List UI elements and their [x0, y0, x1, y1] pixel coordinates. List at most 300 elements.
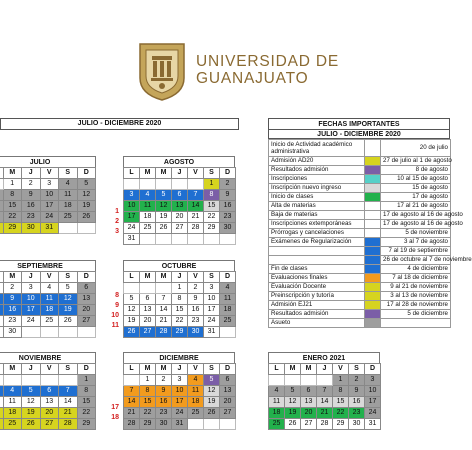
- event-label: Inscripciones extemporáneas: [269, 220, 365, 229]
- day-cell: 4: [40, 283, 59, 294]
- weekday-header: V: [40, 364, 59, 375]
- day-cell: 18: [59, 201, 78, 212]
- day-cell: 26: [22, 419, 41, 430]
- day-cell: [124, 375, 140, 386]
- day-cell: 11: [220, 294, 236, 305]
- event-label: Preinscripción y tutoría: [269, 292, 365, 301]
- important-date-row: [269, 229, 451, 238]
- week-number-label: 11: [111, 322, 119, 329]
- weekday-header: S: [204, 364, 220, 375]
- day-cell: 25: [220, 316, 236, 327]
- event-label: Inicio de Actividad académico administrativa: [269, 140, 365, 157]
- day-cell: 10: [204, 294, 220, 305]
- day-cell: 10: [365, 386, 381, 397]
- week-number-label: 2: [115, 218, 119, 225]
- week-row: [269, 419, 381, 430]
- event-label: Prórrogas y cancelaciones: [269, 229, 365, 238]
- day-cell: 21: [156, 316, 172, 327]
- week-row: [0, 327, 96, 338]
- day-cell: 22: [204, 212, 220, 223]
- weekday-header: D: [77, 168, 96, 179]
- day-cell: 8: [140, 386, 156, 397]
- color-swatch: [365, 157, 381, 166]
- day-cell: 20: [172, 212, 188, 223]
- important-date-row: [269, 301, 451, 310]
- day-cell: 26: [59, 316, 78, 327]
- week-row: [124, 179, 236, 190]
- day-cell: 20: [140, 316, 156, 327]
- week-number-label: 8: [115, 292, 119, 299]
- event-label: Exámenes de Regularización: [269, 238, 365, 247]
- event-date: 17 de agosto: [381, 193, 451, 202]
- week-row: [124, 201, 236, 212]
- day-cell: 30: [188, 327, 204, 338]
- day-cell: 4: [269, 386, 285, 397]
- event-date: 4 de diciembre: [381, 265, 451, 274]
- day-cell: [59, 375, 78, 386]
- month-title: OCTUBRE: [123, 260, 235, 271]
- event-date: 7 al 18 de diciembre: [381, 274, 451, 283]
- event-label: Admisión AD20: [269, 157, 365, 166]
- day-cell: 1: [172, 283, 188, 294]
- month-octubre: [123, 260, 235, 338]
- day-cell: 26: [124, 327, 140, 338]
- day-cell: 21: [188, 212, 204, 223]
- weekday-header: S: [59, 364, 78, 375]
- week-row: [0, 201, 96, 212]
- weekday-header: D: [77, 272, 96, 283]
- day-cell: [172, 179, 188, 190]
- day-cell: 9: [188, 294, 204, 305]
- important-date-row: [269, 175, 451, 184]
- day-cell: 6: [77, 283, 96, 294]
- day-cell: 21: [317, 408, 333, 419]
- day-cell: 1: [77, 375, 96, 386]
- color-swatch: [365, 220, 381, 229]
- important-date-row: [269, 157, 451, 166]
- day-cell: 29: [172, 327, 188, 338]
- day-cell: 9: [349, 386, 365, 397]
- day-cell: 16: [22, 201, 41, 212]
- day-cell: [172, 234, 188, 245]
- day-cell: 19: [285, 408, 301, 419]
- weekday-header: M: [301, 364, 317, 375]
- week-row: [0, 408, 96, 419]
- day-cell: 11: [140, 201, 156, 212]
- weekday-header: M: [156, 168, 172, 179]
- day-cell: 14: [124, 397, 140, 408]
- day-cell: 18: [40, 305, 59, 316]
- day-cell: 6: [301, 386, 317, 397]
- day-cell: 3: [204, 283, 220, 294]
- important-date-row: [269, 247, 451, 256]
- important-date-row: [269, 166, 451, 175]
- day-cell: 12: [59, 294, 78, 305]
- day-cell: 22: [77, 408, 96, 419]
- day-cell: 24: [40, 212, 59, 223]
- day-cell: 15: [204, 201, 220, 212]
- week-row: [0, 316, 96, 327]
- day-cell: [140, 283, 156, 294]
- day-cell: 1: [140, 375, 156, 386]
- weekday-header: M: [3, 364, 22, 375]
- important-date-row: [269, 140, 451, 157]
- day-cell: 26: [156, 223, 172, 234]
- week-row: [124, 294, 236, 305]
- week-row: [124, 305, 236, 316]
- period-title: JULIO - DICIEMBRE 2020: [0, 118, 239, 130]
- day-cell: 4: [140, 190, 156, 201]
- day-cell: 6: [220, 375, 236, 386]
- event-label: Inscripciones: [269, 175, 365, 184]
- day-cell: [188, 179, 204, 190]
- day-cell: 4: [188, 375, 204, 386]
- week-row: [124, 190, 236, 201]
- weekday-header: M: [140, 272, 156, 283]
- color-swatch: [365, 319, 381, 328]
- day-cell: 11: [40, 294, 59, 305]
- day-cell: 11: [59, 190, 78, 201]
- day-cell: [269, 375, 285, 386]
- event-label: Evaluación Docente: [269, 283, 365, 292]
- day-cell: 7: [156, 294, 172, 305]
- day-cell: 10: [22, 294, 41, 305]
- color-swatch: [365, 202, 381, 211]
- day-cell: 12: [204, 386, 220, 397]
- event-label: Evaluaciones finales: [269, 274, 365, 283]
- week-row: [124, 283, 236, 294]
- day-cell: 30: [22, 223, 41, 234]
- color-swatch: [365, 184, 381, 193]
- week-row: [124, 408, 236, 419]
- week-row: [269, 386, 381, 397]
- important-date-row: [269, 184, 451, 193]
- day-cell: 6: [40, 386, 59, 397]
- day-cell: 16: [3, 305, 22, 316]
- week-number-label: 3: [115, 228, 119, 235]
- day-cell: [59, 223, 78, 234]
- day-cell: 5: [22, 386, 41, 397]
- day-cell: 25: [59, 212, 78, 223]
- day-cell: [22, 375, 41, 386]
- color-swatch: [365, 229, 381, 238]
- week-row: [269, 375, 381, 386]
- day-cell: [285, 375, 301, 386]
- day-cell: 17: [365, 397, 381, 408]
- event-date: [381, 319, 451, 328]
- day-cell: 25: [269, 419, 285, 430]
- weekday-header: J: [172, 272, 188, 283]
- day-cell: 28: [59, 419, 78, 430]
- day-cell: 1: [333, 375, 349, 386]
- day-cell: 1: [204, 179, 220, 190]
- day-cell: 7: [188, 190, 204, 201]
- day-cell: 19: [156, 212, 172, 223]
- color-swatch: [365, 238, 381, 247]
- day-cell: 17: [204, 305, 220, 316]
- day-cell: 26: [204, 408, 220, 419]
- day-cell: 5: [124, 294, 140, 305]
- university-seal-icon: [136, 38, 188, 102]
- university-name-line2: GUANAJUATO: [196, 70, 309, 87]
- day-cell: 25: [188, 408, 204, 419]
- week-row: [124, 419, 236, 430]
- event-label: [269, 256, 365, 265]
- important-date-row: [269, 256, 451, 265]
- day-cell: 11: [3, 397, 22, 408]
- day-cell: 21: [124, 408, 140, 419]
- week-row: [124, 397, 236, 408]
- day-cell: 2: [22, 179, 41, 190]
- important-dates-panel: [268, 118, 472, 328]
- weekday-header: V: [188, 168, 204, 179]
- day-cell: 1: [3, 179, 22, 190]
- color-swatch: [365, 140, 381, 157]
- day-cell: [140, 179, 156, 190]
- day-cell: 13: [140, 305, 156, 316]
- day-cell: 15: [3, 201, 22, 212]
- event-date: 5 de noviembre: [381, 229, 451, 238]
- day-cell: 7: [124, 386, 140, 397]
- day-cell: 12: [156, 201, 172, 212]
- day-cell: 15: [333, 397, 349, 408]
- day-cell: 9: [22, 190, 41, 201]
- weekday-header: D: [220, 272, 236, 283]
- month-julio: [0, 156, 96, 234]
- day-cell: [188, 234, 204, 245]
- day-cell: 22: [172, 316, 188, 327]
- day-cell: 23: [188, 316, 204, 327]
- week-row: [0, 190, 96, 201]
- day-cell: 7: [317, 386, 333, 397]
- week-row: [0, 397, 96, 408]
- important-dates-title: FECHAS IMPORTANTES: [268, 118, 450, 129]
- event-date: 26 de octubre al 7 de noviembre: [381, 256, 451, 265]
- day-cell: 29: [204, 223, 220, 234]
- event-date: 15 de agosto: [381, 184, 451, 193]
- week-row: [0, 375, 96, 386]
- week-number-label: 18: [111, 414, 119, 421]
- month-title: DICIEMBRE: [123, 352, 235, 363]
- week-number-label: 17: [111, 404, 119, 411]
- day-cell: 28: [156, 327, 172, 338]
- day-cell: 31: [204, 327, 220, 338]
- day-cell: 6: [172, 190, 188, 201]
- day-cell: 3: [172, 375, 188, 386]
- event-label: Baja de materias: [269, 211, 365, 220]
- day-cell: 31: [40, 223, 59, 234]
- day-cell: 22: [333, 408, 349, 419]
- important-date-row: [269, 292, 451, 301]
- weekday-header: V: [188, 364, 204, 375]
- day-cell: 19: [204, 397, 220, 408]
- day-cell: 5: [285, 386, 301, 397]
- important-date-row: [269, 202, 451, 211]
- day-cell: 8: [333, 386, 349, 397]
- day-cell: 17: [124, 212, 140, 223]
- day-cell: 20: [301, 408, 317, 419]
- week-row: [269, 408, 381, 419]
- weekday-header: J: [22, 168, 41, 179]
- day-cell: 11: [269, 397, 285, 408]
- day-cell: [156, 283, 172, 294]
- event-date: 5 de diciembre: [381, 310, 451, 319]
- weekday-header: M: [156, 364, 172, 375]
- day-cell: 4: [59, 179, 78, 190]
- important-dates-subtitle: JULIO - DICIEMBRE 2020: [268, 129, 450, 139]
- color-swatch: [365, 256, 381, 265]
- day-cell: 15: [172, 305, 188, 316]
- important-dates-table: [268, 139, 472, 328]
- color-swatch: [365, 310, 381, 319]
- day-cell: 19: [77, 201, 96, 212]
- day-cell: [124, 179, 140, 190]
- day-cell: [3, 375, 22, 386]
- day-cell: 27: [220, 408, 236, 419]
- weekday-header: V: [40, 272, 59, 283]
- day-cell: 5: [59, 283, 78, 294]
- day-cell: 26: [285, 419, 301, 430]
- week-number-label: 1: [115, 208, 119, 215]
- day-cell: 10: [172, 386, 188, 397]
- important-date-row: [269, 283, 451, 292]
- event-label: Resultados admisión: [269, 166, 365, 175]
- day-cell: 24: [365, 408, 381, 419]
- color-swatch: [365, 265, 381, 274]
- day-cell: 18: [269, 408, 285, 419]
- color-swatch: [365, 247, 381, 256]
- day-cell: [220, 327, 236, 338]
- week-number-label: 10: [111, 312, 119, 319]
- event-date: 20 de julio: [381, 140, 451, 157]
- day-cell: 29: [77, 419, 96, 430]
- day-cell: 25: [140, 223, 156, 234]
- day-cell: 16: [188, 305, 204, 316]
- event-date: 17 al 21 de agosto: [381, 202, 451, 211]
- day-cell: 31: [124, 234, 140, 245]
- event-label: Inscripción nuevo ingreso: [269, 184, 365, 193]
- day-cell: 18: [140, 212, 156, 223]
- weekday-header: D: [220, 364, 236, 375]
- color-swatch: [365, 301, 381, 310]
- color-swatch: [365, 175, 381, 184]
- day-cell: 16: [220, 201, 236, 212]
- month-diciembre: [123, 352, 235, 430]
- week-row: [0, 212, 96, 223]
- day-cell: 2: [220, 179, 236, 190]
- week-row: [269, 397, 381, 408]
- day-cell: 3: [40, 179, 59, 190]
- day-cell: 24: [124, 223, 140, 234]
- day-cell: 16: [349, 397, 365, 408]
- event-label: Alta de materias: [269, 202, 365, 211]
- day-cell: 13: [220, 386, 236, 397]
- color-swatch: [365, 193, 381, 202]
- week-row: [124, 223, 236, 234]
- color-swatch: [365, 292, 381, 301]
- week-number-label: 9: [115, 302, 119, 309]
- day-cell: [204, 419, 220, 430]
- day-cell: 15: [140, 397, 156, 408]
- day-cell: 2: [188, 283, 204, 294]
- day-cell: [22, 327, 41, 338]
- day-cell: [220, 419, 236, 430]
- day-cell: 8: [204, 190, 220, 201]
- day-cell: 21: [59, 408, 78, 419]
- event-date: 3 al 7 de agosto: [381, 238, 451, 247]
- important-date-row: [269, 193, 451, 202]
- week-row: [124, 316, 236, 327]
- day-cell: 14: [317, 397, 333, 408]
- day-cell: 13: [77, 294, 96, 305]
- important-date-row: [269, 238, 451, 247]
- day-cell: 19: [22, 408, 41, 419]
- week-row: [0, 386, 96, 397]
- weekday-header: S: [349, 364, 365, 375]
- day-cell: 23: [220, 212, 236, 223]
- day-cell: 23: [3, 316, 22, 327]
- event-date: 3 al 13 de noviembre: [381, 292, 451, 301]
- color-swatch: [365, 274, 381, 283]
- day-cell: 22: [3, 212, 22, 223]
- event-date: 27 de julio al 1 de agosto: [381, 157, 451, 166]
- week-row: [124, 212, 236, 223]
- day-cell: [59, 327, 78, 338]
- day-cell: 4: [220, 283, 236, 294]
- weekday-header: D: [77, 364, 96, 375]
- weekday-header: L: [124, 272, 140, 283]
- weekday-header: M: [285, 364, 301, 375]
- day-cell: [77, 327, 96, 338]
- day-cell: 10: [124, 201, 140, 212]
- day-cell: 9: [220, 190, 236, 201]
- day-cell: 27: [140, 327, 156, 338]
- day-cell: 25: [40, 316, 59, 327]
- month-title: AGOSTO: [123, 156, 235, 167]
- day-cell: [301, 375, 317, 386]
- event-date: 17 de agosto al 16 de agosto: [381, 220, 451, 229]
- color-swatch: [365, 283, 381, 292]
- event-label: Resultados admisión: [269, 310, 365, 319]
- day-cell: 27: [172, 223, 188, 234]
- weekday-header: L: [269, 364, 285, 375]
- weekday-header: S: [59, 168, 78, 179]
- day-cell: [204, 234, 220, 245]
- day-cell: 3: [365, 375, 381, 386]
- event-date: 10 al 15 de agosto: [381, 175, 451, 184]
- day-cell: 23: [349, 408, 365, 419]
- day-cell: 2: [156, 375, 172, 386]
- weekday-header: J: [22, 364, 41, 375]
- week-row: [0, 283, 96, 294]
- day-cell: 5: [204, 375, 220, 386]
- day-cell: 17: [40, 201, 59, 212]
- day-cell: 17: [172, 397, 188, 408]
- day-cell: 28: [124, 419, 140, 430]
- day-cell: 29: [140, 419, 156, 430]
- day-cell: 27: [77, 316, 96, 327]
- day-cell: [140, 234, 156, 245]
- day-cell: 24: [204, 316, 220, 327]
- event-label: Inicio de clases: [269, 193, 365, 202]
- day-cell: 31: [172, 419, 188, 430]
- week-row: [124, 386, 236, 397]
- event-date: 7 al 19 de septiembre: [381, 247, 451, 256]
- event-label: Fin de clases: [269, 265, 365, 274]
- day-cell: [220, 234, 236, 245]
- day-cell: 18: [220, 305, 236, 316]
- day-cell: 4: [3, 386, 22, 397]
